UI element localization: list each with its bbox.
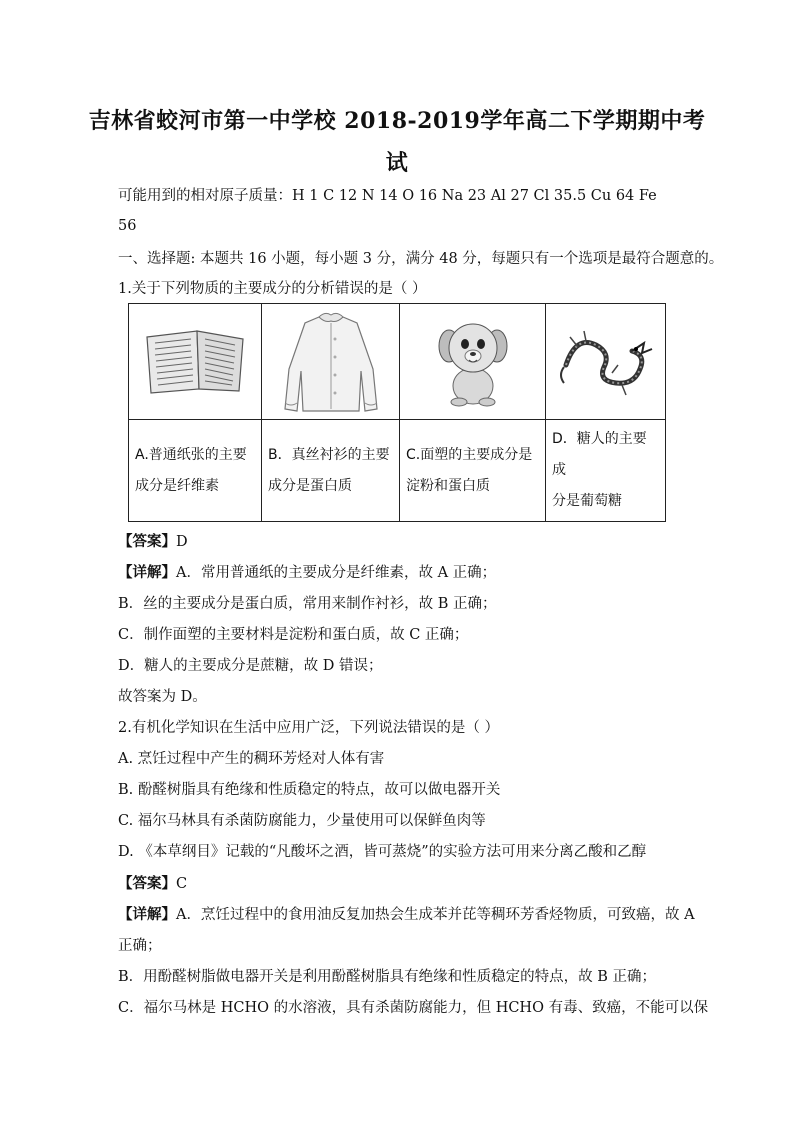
exam-title-line2: 试 [385, 150, 409, 176]
q1-option-d [546, 420, 666, 522]
q2-detail-line2: 正确； [118, 938, 162, 954]
q2-option-a: A. 烹饪过程中产生的稠环芳烃对人体有害 [118, 751, 385, 767]
q1-option-a-line2: 成分是纤维素 [135, 477, 219, 494]
atomic-mass-line1: 可能用到的相对原子质量：H 1 C 12 N 14 O 16 Na 23 Al 27 Cl 35.5 Cu 64 Fe [118, 188, 657, 204]
exam-title-line1: 吉林省蛟河市第一中学校 2018-2019学年高二下学期期中考 [88, 108, 706, 134]
q1-option-b [262, 420, 400, 522]
q2-detail-line4: C．福尔马林是 HCHO 的水溶液，具有杀菌防腐能力，但 HCHO 有毒、致癌，不能可以保 [118, 1000, 709, 1016]
q2-detail-line1 [118, 905, 695, 925]
q2-detail-label: 【详解】 [118, 906, 176, 923]
sugar-dragon-icon [556, 325, 656, 399]
q1-options-table [128, 303, 666, 522]
q2-option-b: B. 酚醛树脂具有绝缘和性质稳定的特点，故可以做电器开关 [118, 782, 501, 798]
section-heading: 一、选择题: 本题共 16 小题，每小题 3 分，满分 48 分，每题只有一个选项是最符合题意的。 [118, 251, 724, 267]
q1-option-b-image [262, 304, 400, 420]
q1-option-c [400, 420, 546, 522]
q1-detail-line1 [118, 563, 496, 583]
q1-option-c-line1: C.面塑的主要成分是 [406, 446, 533, 463]
q2-stem: 2.有机化学知识在生活中应用广泛，下列说法错误的是（ ） [118, 720, 499, 736]
q1-detail-line5: 故答案为 D。 [118, 689, 207, 705]
q1-option-d-line1: D．糖人的主要成 [552, 431, 647, 478]
q2-answer-label: 【答案】 [118, 875, 176, 892]
q1-option-c-line2: 淀粉和蛋白质 [406, 477, 490, 494]
q1-answer-label: 【答案】 [118, 533, 176, 550]
q1-option-a-image [129, 304, 262, 420]
q2-answer [118, 874, 187, 894]
q1-option-d-line2: 分是葡萄糖 [552, 493, 622, 509]
q2-answer-value: C [176, 876, 188, 892]
q1-detail-label: 【详解】 [118, 564, 176, 581]
q1-answer-value: D [176, 534, 188, 550]
q1-answer [118, 532, 188, 552]
atomic-mass-line2: 56 [118, 218, 137, 234]
paper-books-icon [141, 327, 249, 397]
q1-option-d-image [546, 304, 666, 420]
q1-detail-line4: D．糖人的主要成分是蔗糖，故 D 错误； [118, 658, 383, 674]
q1-option-a [129, 420, 262, 522]
q1-option-b-line2: 成分是蛋白质 [268, 477, 352, 494]
q1-detail-line2: B．丝的主要成分是蛋白质，常用来制作衬衫，故 B 正确； [118, 596, 497, 612]
dough-dog-icon [433, 316, 513, 408]
q1-detail-line3: C．制作面塑的主要材料是淀粉和蛋白质，故 C 正确； [118, 627, 469, 643]
q1-detail-text: A．常用普通纸的主要成分是纤维素，故 A 正确； [176, 565, 497, 581]
q1-option-a-line1: A.普通纸张的主要 [135, 446, 247, 463]
q1-option-b-line1: B．真丝衬衫的主要 [268, 446, 390, 463]
silk-shirt-icon [281, 309, 381, 415]
q2-option-c: C. 福尔马林具有杀菌防腐能力，少量使用可以保鲜鱼肉等 [118, 813, 486, 829]
q1-option-c-image [400, 304, 546, 420]
q2-detail-text: A．烹饪过程中的食用油反复加热会生成苯并芘等稠环芳香烃物质，可致癌，故 A [176, 907, 695, 923]
q2-detail-line3: B．用酚醛树脂做电器开关是利用酚醛树脂具有绝缘和性质稳定的特点，故 B 正确； [118, 969, 657, 985]
q1-stem: 1.关于下列物质的主要成分的分析错误的是（ ） [118, 281, 427, 297]
q2-option-d: D. 《本草纲目》记载的“凡酸坏之酒，皆可蒸烧”的实验方法可用来分离乙酸和乙醇 [118, 844, 647, 860]
